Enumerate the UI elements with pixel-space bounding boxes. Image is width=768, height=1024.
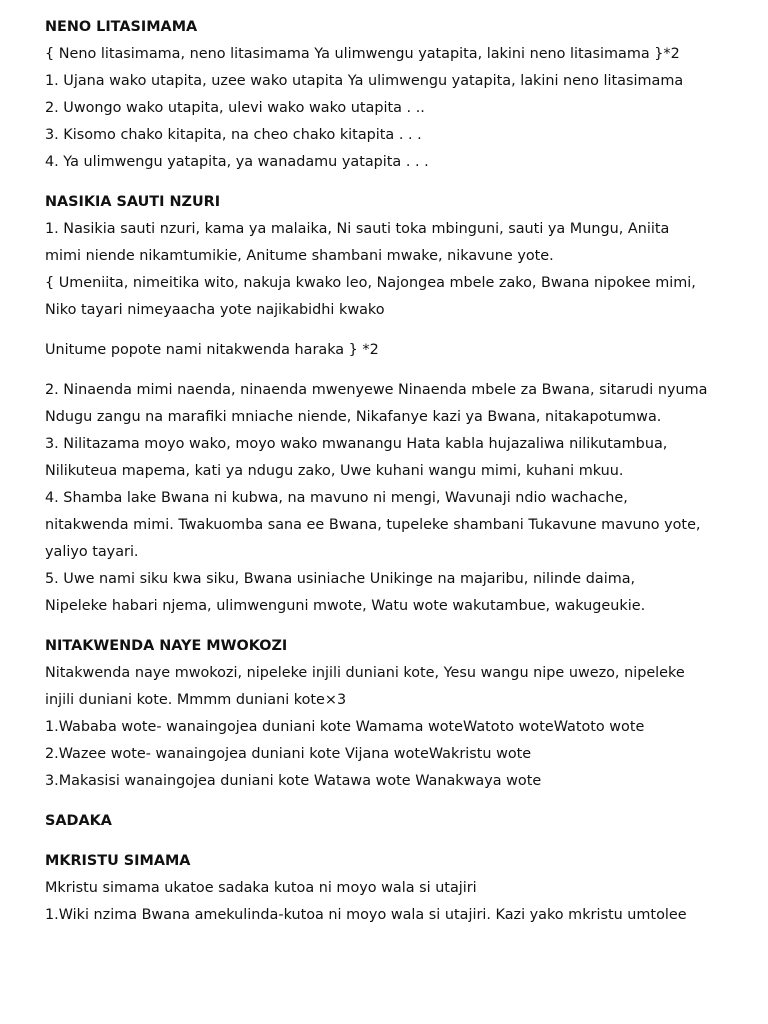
song-line: 1.Wababa wote- wanaingojea duniani kote Wamama woteWatoto woteWatoto wote xyxy=(45,719,645,735)
song-line: 3. Kisomo chako kitapita, na cheo chako kitapita . . . xyxy=(45,127,422,143)
song-line: 4. Shamba lake Bwana ni kubwa, na mavuno ni mengi, Wavunaji ndio wachache, xyxy=(45,490,628,506)
song-line: injili duniani kote. Mmmm duniani kote×3 xyxy=(45,692,347,708)
song-line: 3. Nilitazama moyo wako, moyo wako mwanangu Hata kabla hujazaliwa nilikutambua, xyxy=(45,436,668,452)
song-line: 2.Wazee wote- wanaingojea duniani kote Vijana woteWakristu wote xyxy=(45,746,532,762)
song-line: 2. Ninaenda mimi naenda, ninaenda mwenyewe Ninaenda mbele za Bwana, sitarudi nyuma xyxy=(45,382,708,398)
song-line: Mkristu simama ukatoe sadaka kutoa ni moyo wala si utajiri xyxy=(45,880,477,896)
section-title: SADAKA xyxy=(45,813,112,829)
document-page xyxy=(45,14,745,929)
song-line: { Umeniita, nimeitika wito, nakuja kwako leo, Najongea mbele zako, Bwana nipokee mimi, xyxy=(45,275,696,291)
song-line: Nilikuteua mapema, kati ya ndugu zako, Uwe kuhani wangu mimi, kuhani mkuu. xyxy=(45,463,624,479)
song-line: 2. Uwongo wako utapita, ulevi wako wako utapita . .. xyxy=(45,100,425,116)
song-line: nitakwenda mimi. Twakuomba sana ee Bwana, tupeleke shambani Tukavune mavuno yote, xyxy=(45,517,701,533)
song-line: 4. Ya ulimwengu yatapita, ya wanadamu yatapita . . . xyxy=(45,154,429,170)
song-line: Nitakwenda naye mwokozi, nipeleke injili duniani kote, Yesu wangu nipe uwezo, nipeleke xyxy=(45,665,685,681)
song-line: Niko tayari nimeyaacha yote najikabidhi kwako xyxy=(45,302,385,318)
song-line: yaliyo tayari. xyxy=(45,544,139,560)
song-line: 1. Ujana wako utapita, uzee wako utapita Ya ulimwengu yatapita, lakini neno litasimama xyxy=(45,73,684,89)
song-line: 3.Makasisi wanaingojea duniani kote Watawa wote Wanakwaya wote xyxy=(45,773,542,789)
song-title: NITAKWENDA NAYE MWOKOZI xyxy=(45,638,288,654)
chorus-line: Unitume popote nami nitakwenda haraka } *2 xyxy=(45,342,379,358)
song-title: MKRISTU SIMAMA xyxy=(45,853,191,869)
song-line: { Neno litasimama, neno litasimama Ya ulimwengu yatapita, lakini neno litasimama }*2 xyxy=(45,46,680,62)
song-line: 1. Nasikia sauti nzuri, kama ya malaika, Ni sauti toka mbinguni, sauti ya Mungu, Aniita xyxy=(45,221,670,237)
song-line: mimi niende nikamtumikie, Anitume shambani mwake, nikavune yote. xyxy=(45,248,554,264)
song-title: NASIKIA SAUTI NZURI xyxy=(45,194,221,210)
song-title: NENO LITASIMAMA xyxy=(45,19,198,35)
song-line: Nipeleke habari njema, ulimwenguni mwote, Watu wote wakutambue, wakugeukie. xyxy=(45,598,646,614)
song-line: Ndugu zangu na marafiki mniache niende, Nikafanye kazi ya Bwana, nitakapotumwa. xyxy=(45,409,662,425)
song-line: 1.Wiki nzima Bwana amekulinda-kutoa ni moyo wala si utajiri. Kazi yako mkristu umtolee xyxy=(45,907,687,923)
song-line: 5. Uwe nami siku kwa siku, Bwana usiniache Unikinge na majaribu, nilinde daima, xyxy=(45,571,636,587)
